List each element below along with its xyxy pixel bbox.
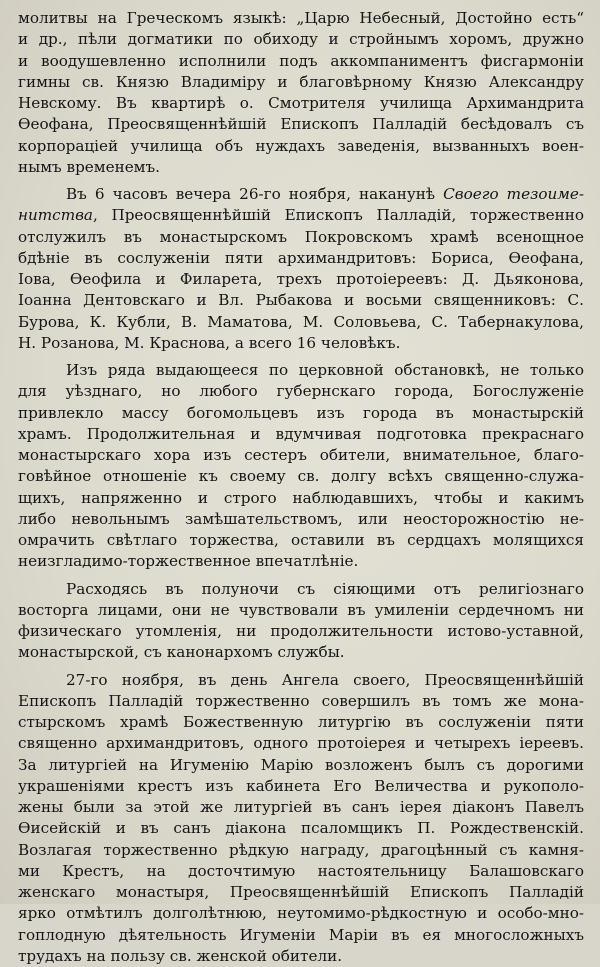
text-line: Ѳисейскiй и въ санъ дiакона псаломщикъ П. Рождественскiй.	[18, 818, 584, 839]
text-line: восторга лицами, они не чувствовали въ умиленiи сердечномъ ни	[18, 600, 584, 621]
text-line: нымъ временемъ.	[18, 157, 584, 178]
text-line: Возлагая торжественно рѣдкую награду, драгоцѣнный съ камня-	[18, 840, 584, 861]
text-line: монастырской, съ канонархомъ службы.	[18, 642, 584, 663]
text-line: ми Крестъ, на досточтимую настоятельницу Балашовскаго	[18, 861, 584, 882]
text-line: За литургiей на Игуменiю Марiю возложенъ былъ съ дорогими	[18, 755, 584, 776]
text-line: Епископъ Палладiй торжественно совершилъ въ томъ же мона-	[18, 691, 584, 712]
text-line: священно архимандритовъ, одного протоiерея и четырехъ iереевъ.	[18, 733, 584, 754]
text-fragment: Въ 6 часовъ вечера 26-го ноября, наканунѣ	[66, 185, 443, 203]
text-line: для уѣзднаго, но любого губернскаго города, Богослуженiе	[18, 381, 584, 402]
text-line: Ѳеофана, Преосвященнѣйшiй Епископъ Палладiй бесѣдовалъ съ	[18, 114, 584, 135]
text-line: физическаго утомленiя, ни продолжительности истово-уставной,	[18, 621, 584, 642]
paragraph-angel-day	[18, 670, 584, 967]
text-line: храмъ. Продолжительная и вдумчивая подготовка прекраснаго	[18, 424, 584, 445]
text-line: украшенiями крестъ изъ кабинета Его Величества и рукополо-	[18, 776, 584, 797]
text-line: неизгладимо-торжественное впечатлѣнiе.	[18, 551, 584, 572]
text-line: и воодушевленно исполнили подъ аккомпаниментъ фисгармонiи	[18, 51, 584, 72]
text-line: щихъ, напряженно и строго наблюдавшихъ, чтобы и какимъ	[18, 488, 584, 509]
text-line: и др., пѣли догматики по обиходу и стройнымъ хоромъ, дружно	[18, 29, 584, 50]
italic-fragment: нитства	[18, 206, 93, 224]
text-line: отслужилъ въ монастырскомъ Покровскомъ храмѣ всенощное	[18, 227, 584, 248]
paragraph-service	[18, 360, 584, 573]
paragraph-prayers	[18, 8, 584, 178]
text-line: 27-го ноября, въ день Ангела своего, Преосвященнѣйшiй	[18, 670, 584, 691]
text-line: гоплодную дѣятельность Игуменiи Марiи въ ея многосложныхъ	[18, 925, 584, 946]
text-line: говѣйное отношенiе къ своему св. долгу всѣхъ священно-служа-	[18, 466, 584, 487]
text-line: привлекло массу богомольцевъ изъ города въ монастырскiй	[18, 403, 584, 424]
text-line: Н. Розанова, М. Краснова, а всего 16 человѣкъ.	[18, 333, 584, 354]
text-line: Расходясь въ полуночи съ сiяющими отъ религiознаго	[18, 579, 584, 600]
text-line	[18, 184, 584, 205]
text-line: либо невольнымъ замѣшательствомъ, или неосторожностiю не-	[18, 509, 584, 530]
text-line: женскаго монастыря, Преосвященнѣйшiй Епископъ Палладiй	[18, 882, 584, 903]
text-line: монастырскаго хора изъ сестеръ обители, внимательное, благо-	[18, 445, 584, 466]
text-line	[18, 205, 584, 226]
text-line: ярко отмѣтилъ долголѣтнюю, неутомимо-рѣдкостную и особо-мно-	[18, 903, 584, 924]
text-line: Iова, Ѳеофила и Филарета, трехъ протоiереевъ: Д. Дьяконова,	[18, 269, 584, 290]
text-line: Iоанна Дентовскаго и Вл. Рыбакова и восьми священниковъ: С.	[18, 290, 584, 311]
text-line: жены были за этой же литургiей въ санъ iерея дiаконъ Павелъ	[18, 797, 584, 818]
text-line: стырскомъ храмѣ Божественную литургiю въ сослуженiи пяти	[18, 712, 584, 733]
italic-fragment: Своего тезоиме-	[443, 185, 584, 203]
text-line: гимны св. Князю Владимiру и благовѣрному Князю Александру	[18, 72, 584, 93]
text-line: корпорацiей училища объ нуждахъ заведенiя, вызванныхъ воен-	[18, 136, 584, 157]
text-line: бдѣнiе въ сослуженiи пяти архимандритовъ: Бориса, Ѳеофана,	[18, 248, 584, 269]
text-line: омрачить свѣтлаго торжества, оставили въ сердцахъ молящихся	[18, 530, 584, 551]
paragraph-vigil	[18, 184, 584, 354]
text-line: трудахъ на пользу св. женской обители.	[18, 946, 584, 967]
text-line: молитвы на Греческомъ языкѣ: „Царю Небесный, Достойно есть“	[18, 8, 584, 29]
paragraph-departure	[18, 579, 584, 664]
text-fragment: , Преосвященнѣйшiй Епископъ Палладiй, торжественно	[93, 206, 584, 224]
text-line: Изъ ряда выдающееся по церковной обстановкѣ, не только	[18, 360, 584, 381]
text-line: Бурова, К. Кубли, В. Маматова, М. Соловьева, С. Табернакулова,	[18, 312, 584, 333]
text-line: Невскому. Въ квартирѣ о. Смотрителя училища Архимандрита	[18, 93, 584, 114]
